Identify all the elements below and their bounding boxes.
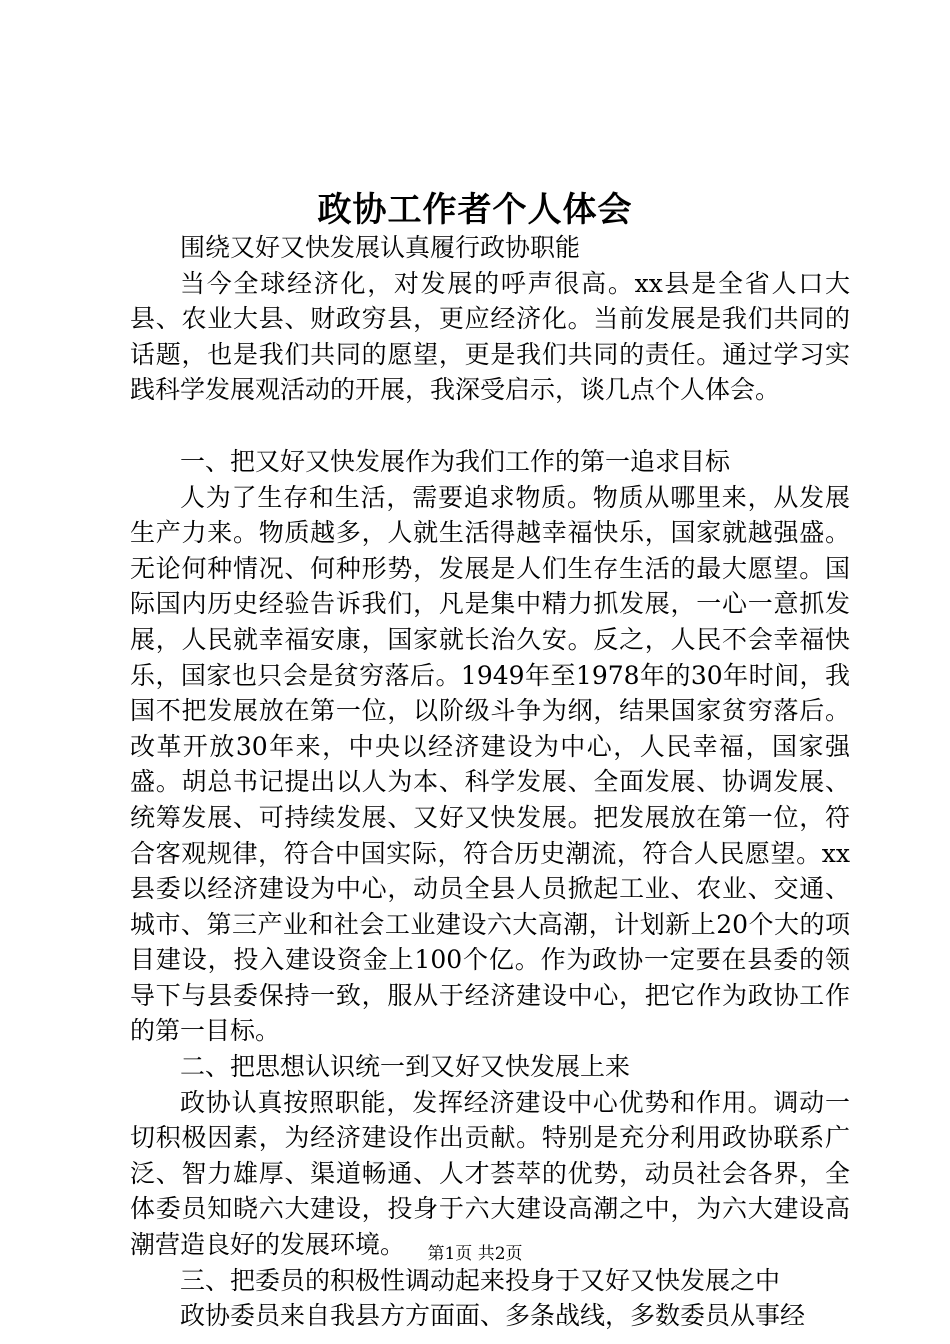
section-heading-3: 三、把委员的积极性调动起来投身于又好又快发展之中	[180, 1265, 781, 1295]
page-title: 政协工作者个人体会	[317, 190, 633, 230]
section-heading-2: 二、把思想认识统一到又好又快发展上来	[180, 1052, 631, 1082]
section-body-2: 政协认真按照职能，发挥经济建设中心优势和作用。调动一切积极因素，为经济建设作出贡献。特别是充分利用政协联系广泛、智力雄厚、渠道畅通、人才荟萃的优势，动员社会各界，全体委员知晓六大建设，投身于六大建设高潮之中，为六大建设高潮营造良好的发展环境。	[130, 1087, 850, 1260]
section-body-1: 人为了生存和生活，需要追求物质。物质从哪里来，从发展生产力来。物质越多，人就生活得越幸福快乐，国家就越强盛。无论何种情况、何种形势，发展是人们生存生活的最大愿望。国际国内历史经验告诉我们，凡是集中精力抓发展，一心一意抓发展，人民就幸福安康，国家就长治久安。反之，人民不会幸福快乐，国家也只会是贫穷落后。1949年至1978年的30年时间，我国不把发展放在第一位，以阶级斗争为纲，结果国家贫穷落后。改革开放30年来，中央以经济建设为中心，人民幸福，国家强盛。胡总书记提出以人为本、科学发展、全面发展、协调发展、统筹发展、可持续发展、又好又快发展。把发展放在第一位，符合客观规律，符合中国实际，符合历史潮流，符合人民愿望。xx县委以经济建设为中心，动员全县人员掀起工业、农业、交通、城市、第三产业和社会工业建设六大高潮，计划新上20个大的项目建设，投入建设资金上100个亿。作为政协一定要在县委的领导下与县委保持一致，服从于经济建设中心，把它作为政协工作的第一目标。	[130, 482, 850, 1046]
subtitle-paragraph: 围绕又好又快发展认真履行政协职能	[180, 233, 581, 262]
page-number-footer: 第1页 共2页	[427, 1244, 523, 1264]
section-body-3: 政协委员来自我县方方面面、多条战线，多数委员从事经	[180, 1301, 806, 1331]
intro-paragraph: 当今全球经济化，对发展的呼声很高。xx县是全省人口大县、农业大县、财政穷县，更应经济化。当前发展是我们共同的话题，也是我们共同的愿望，更是我们共同的责任。通过学习实践科学发展观活动的开展，我深受启示，谈几点个人体会。	[130, 268, 850, 405]
document-body	[130, 230, 850, 1334]
section-heading-1: 一、把又好又快发展作为我们工作的第一追求目标	[180, 446, 731, 476]
